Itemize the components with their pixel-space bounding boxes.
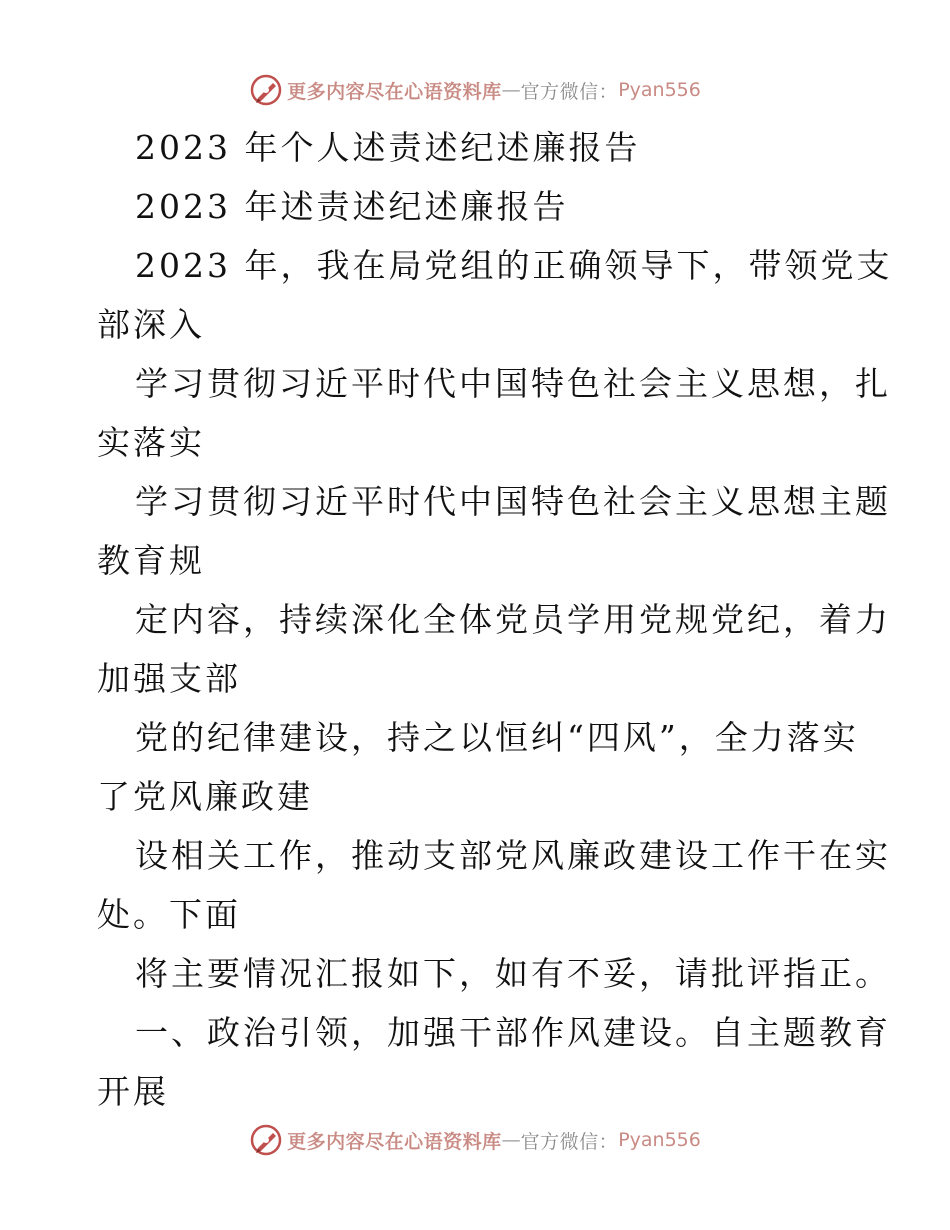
watermark-text: 更多内容尽在心语资料库 xyxy=(287,1130,502,1153)
document-subtitle: 2023 年述责述纪述廉报告 xyxy=(135,187,569,226)
watermark-text: 更多内容尽在心语资料库 xyxy=(287,80,502,103)
paragraph-line: 设相关工作，推动支部党风廉政建设工作干在实 xyxy=(135,836,891,875)
paragraph-line: 学习贯彻习近平时代中国特色社会主义思想主题 xyxy=(135,482,891,521)
paragraph-line: 教育规 xyxy=(97,541,205,580)
paragraph-line: 定内容，持续深化全体党员学用党规党纪，着力 xyxy=(135,600,891,639)
paragraph-line: 实落实 xyxy=(97,423,205,462)
footer-watermark xyxy=(0,1120,950,1160)
paragraph-line: 学习贯彻习近平时代中国特色社会主义思想，扎 xyxy=(135,364,891,403)
paragraph-line: 部深入 xyxy=(97,305,205,344)
watermark-contact-id: Pyan556 xyxy=(618,79,701,101)
watermark-contact-label: 官方微信： xyxy=(520,1130,619,1153)
header-watermark xyxy=(0,70,950,110)
watermark-contact-label: 官方微信： xyxy=(520,80,619,103)
pen-logo-icon xyxy=(249,73,283,107)
document-title: 2023 年个人述责述纪述廉报告 xyxy=(135,128,641,167)
paragraph-line: 开展 xyxy=(97,1072,169,1111)
watermark-contact-id: Pyan556 xyxy=(618,1129,701,1151)
paragraph-line: 2023 年，我在局党组的正确领导下，带领党支 xyxy=(135,246,893,285)
section-heading-line: 一、政治引领，加强干部作风建设。自主题教育 xyxy=(135,1013,891,1052)
paragraph-line: 加强支部 xyxy=(97,659,241,698)
watermark-dash: — xyxy=(501,79,521,101)
document-body xyxy=(97,118,893,1121)
watermark-dash: — xyxy=(501,1129,521,1151)
paragraph-line: 了党风廉政建 xyxy=(97,777,313,816)
paragraph-line: 将主要情况汇报如下，如有不妥，请批评指正。 xyxy=(135,954,891,993)
paragraph-line: 党的纪律建设，持之以恒纠“四风”，全力落实 xyxy=(135,718,859,757)
paragraph-line: 处。下面 xyxy=(97,895,241,934)
pen-logo-icon xyxy=(249,1123,283,1157)
